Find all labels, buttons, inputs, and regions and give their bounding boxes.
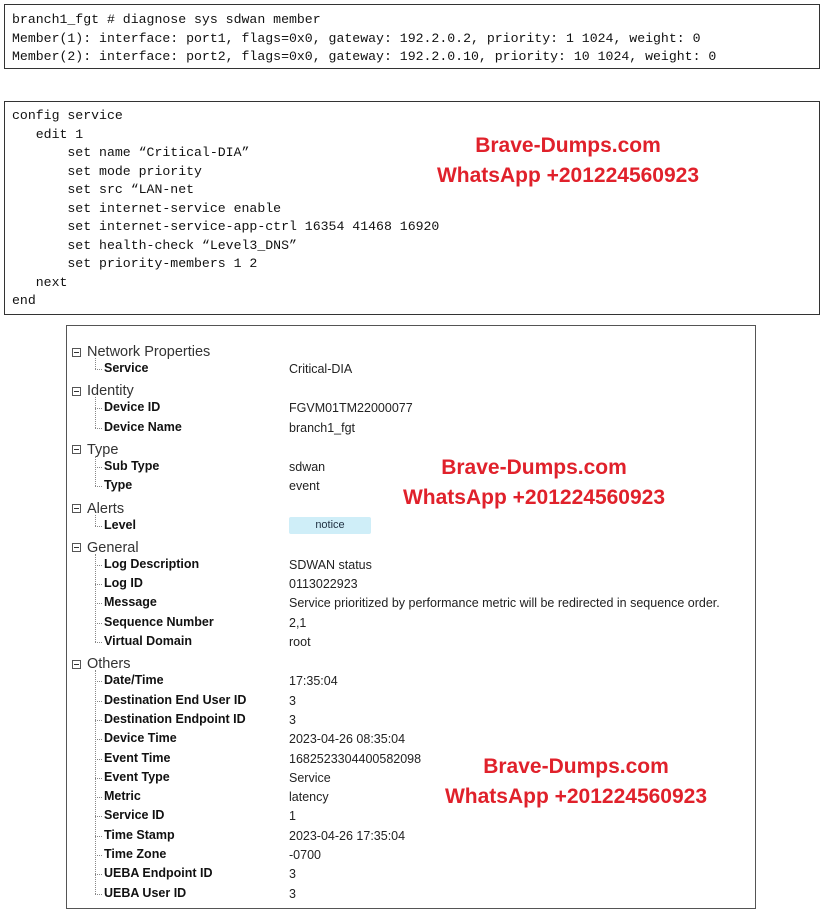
detail-row: [67, 614, 755, 633]
detail-value: 2,1: [289, 615, 307, 630]
terminal-line: set mode priority: [12, 163, 202, 179]
tree-connector: [95, 797, 102, 798]
tree-connector: [95, 778, 102, 779]
detail-key: UEBA User ID: [104, 885, 187, 900]
detail-row: [67, 399, 755, 418]
tree-connector: [95, 486, 102, 487]
section-header[interactable]: [72, 538, 139, 558]
watermark-whatsapp: WhatsApp +201224560923: [402, 486, 666, 509]
terminal-line: set internet-service enable: [12, 200, 282, 216]
detail-row: [67, 517, 755, 536]
detail-row: [67, 575, 755, 594]
terminal-line: Member(2): interface: port2, flags=0x0, gateway: 192.2.0.10, priority: 10 1024, weight: 0: [12, 49, 717, 64]
collapse-icon[interactable]: [72, 348, 81, 357]
detail-value: 3: [289, 886, 296, 901]
detail-value: 0113022923: [289, 577, 358, 592]
detail-key: Log Description: [104, 556, 200, 571]
detail-value: 3: [289, 712, 296, 727]
log-details-panel: [66, 325, 756, 909]
detail-key: Service ID: [104, 808, 165, 823]
detail-row: [67, 594, 755, 613]
terminal-line: end: [12, 293, 36, 308]
tree-connector: [95, 642, 102, 643]
section-title: Network Properties: [87, 344, 211, 360]
tree-connector: [95, 554, 96, 643]
detail-key: Device Name: [104, 419, 182, 434]
collapse-icon[interactable]: [72, 504, 81, 513]
detail-key: Service: [104, 361, 149, 375]
collapse-icon[interactable]: [72, 387, 81, 396]
detail-row: [67, 846, 755, 865]
detail-value: branch1_fgt: [289, 420, 356, 435]
tree-connector: [95, 836, 102, 837]
section-title: Identity: [87, 383, 134, 400]
detail-key: Log ID: [104, 576, 143, 591]
detail-value: sdwan: [289, 459, 326, 474]
detail-key: Device ID: [104, 400, 161, 415]
tree-connector: [95, 456, 96, 487]
terminal-line: config service: [12, 108, 123, 123]
tree-connector: [95, 603, 102, 604]
detail-value: latency: [289, 790, 329, 805]
detail-row: [67, 633, 755, 652]
detail-value: 2023-04-26 08:35:04: [289, 732, 406, 747]
detail-key: Virtual Domain: [104, 634, 192, 648]
tree-connector: [95, 623, 102, 624]
tree-connector: [95, 467, 102, 468]
detail-key: Device Time: [104, 731, 177, 746]
watermark: [386, 453, 682, 513]
detail-key: Type: [104, 478, 133, 493]
terminal-line: set src “LAN-net: [12, 182, 195, 197]
terminal-line: Member(1): interface: port1, flags=0x0, gateway: 192.2.0.2, priority: 1 1024, weight: 0: [12, 30, 701, 46]
terminal-line: set name “Critical-DIA”: [12, 145, 250, 160]
detail-value: root: [289, 635, 311, 649]
collapse-icon[interactable]: [72, 543, 81, 552]
tree-connector: [95, 894, 102, 895]
watermark-whatsapp: WhatsApp +201224560923: [436, 164, 700, 187]
tree-connector: [95, 526, 102, 527]
tree-connector: [95, 701, 102, 702]
tree-connector: [95, 759, 102, 760]
detail-key: Sequence Number: [104, 614, 214, 629]
detail-key: Sub Type: [104, 458, 160, 473]
terminal-line: set internet-service-app-ctrl 16354 41468 16920: [12, 219, 440, 234]
detail-key: Destination Endpoint ID: [104, 711, 246, 726]
section-header[interactable]: [72, 499, 124, 519]
detail-row: [67, 419, 755, 438]
terminal-line: set priority-members 1 2: [12, 256, 258, 271]
level-badge: notice: [289, 517, 371, 534]
detail-row: [67, 865, 755, 884]
terminal-line: next: [12, 274, 68, 290]
tree-connector: [95, 816, 102, 817]
detail-key: Message: [104, 595, 157, 610]
detail-key: Time Zone: [104, 847, 167, 861]
terminal-line: set health-check “Level3_DNS”: [12, 237, 297, 253]
detail-row: [67, 827, 755, 846]
watermark-site: Brave-Dumps.com: [475, 134, 661, 157]
section-header[interactable]: [72, 342, 210, 362]
detail-value: -0700: [289, 848, 321, 862]
detail-key: Destination End User ID: [104, 692, 247, 707]
detail-row: [67, 556, 755, 575]
tree-connector: [95, 358, 96, 369]
detail-value: 17:35:04: [289, 674, 338, 689]
detail-value: FGVM01TM22000077: [289, 401, 413, 416]
tree-connector: [95, 584, 102, 585]
detail-key: Event Type: [104, 769, 170, 784]
detail-value: Service prioritized by performance metric will be redirected in sequence order.: [289, 596, 720, 611]
watermark-whatsapp: WhatsApp +201224560923: [444, 785, 708, 808]
detail-row: [67, 885, 755, 904]
detail-value: 3: [289, 693, 296, 708]
detail-value: SDWAN status: [289, 557, 372, 572]
tree-connector: [95, 681, 102, 682]
collapse-icon[interactable]: [72, 445, 81, 454]
detail-row: [67, 692, 755, 711]
detail-row: [67, 730, 755, 749]
tree-connector: [95, 739, 102, 740]
detail-row: [67, 672, 755, 691]
detail-row: [67, 360, 755, 379]
detail-row: [67, 711, 755, 730]
tree-connector: [95, 565, 102, 566]
detail-value: 1682523304400582098: [289, 751, 422, 766]
detail-key: UEBA Endpoint ID: [104, 866, 213, 881]
tree-connector: [95, 720, 102, 721]
detail-value: 2023-04-26 17:35:04: [289, 828, 406, 843]
section-title: Type: [87, 441, 119, 458]
detail-value: Service: [289, 770, 331, 785]
tree-connector: [95, 874, 102, 875]
tree-connector: [95, 397, 96, 428]
detail-key: Level: [104, 517, 136, 532]
tree-connector: [95, 515, 96, 526]
watermark: [420, 131, 716, 191]
detail-value: 3: [289, 867, 296, 882]
tree-connector: [95, 428, 102, 429]
watermark: [428, 752, 724, 812]
terminal-line: branch1_fgt # diagnose sys sdwan member: [12, 12, 321, 27]
watermark-site: Brave-Dumps.com: [441, 456, 627, 479]
detail-key: Event Time: [104, 750, 171, 765]
detail-value: 1: [289, 809, 296, 824]
collapse-icon[interactable]: [72, 660, 81, 669]
terminal-line: edit 1: [12, 126, 84, 142]
sdwan-member-cli-output: [4, 4, 820, 69]
section-title: General: [87, 539, 139, 556]
detail-key: Date/Time: [104, 673, 164, 688]
detail-value: event: [289, 479, 320, 494]
tree-connector: [95, 369, 102, 370]
detail-key: Metric: [104, 789, 141, 804]
tree-connector: [95, 408, 102, 409]
section-title: Others: [87, 656, 131, 673]
tree-connector: [95, 855, 102, 856]
tree-connector: [95, 670, 96, 894]
section-title: Alerts: [87, 500, 125, 517]
section-header[interactable]: [72, 654, 131, 674]
detail-value: Critical-DIA: [289, 362, 353, 376]
watermark-site: Brave-Dumps.com: [483, 755, 669, 778]
section-header[interactable]: [72, 381, 134, 401]
detail-key: Time Stamp: [104, 827, 175, 842]
